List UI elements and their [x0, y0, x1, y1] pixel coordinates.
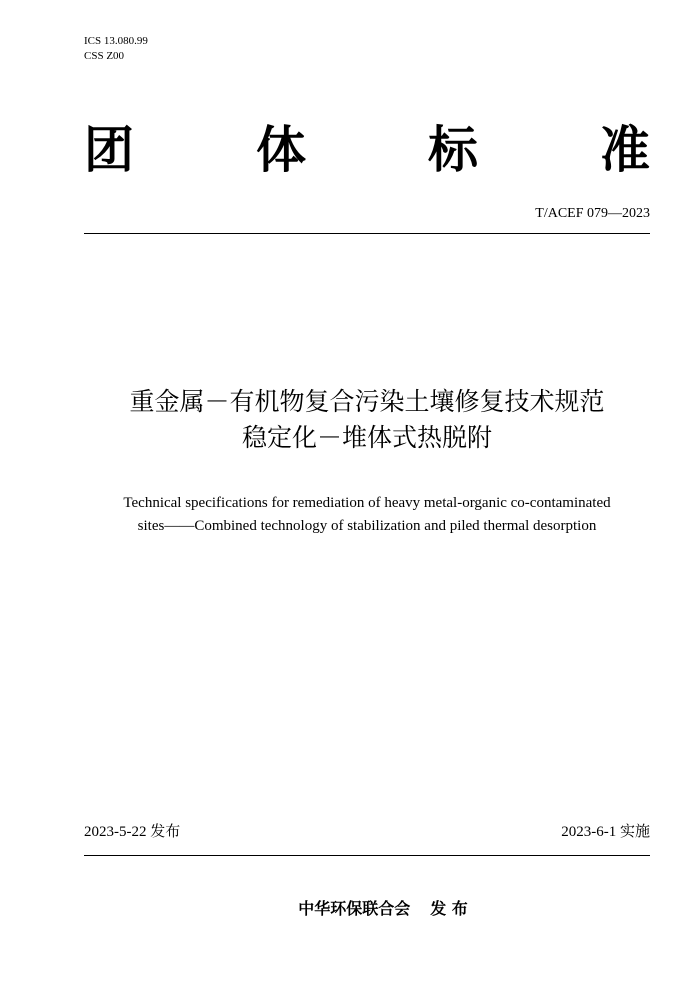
publisher-name: 中华环保联合会 — [298, 899, 411, 918]
top-divider — [84, 233, 650, 234]
chinese-title-line-1: 重金属－有机物复合污染土壤修复技术规范 — [129, 387, 605, 416]
document-type-char-3: 标 — [428, 121, 478, 179]
english-title-line-1: Technical specifications for remediation of heavy metal-organic co-contaminated — [123, 495, 611, 511]
document-type-heading — [84, 118, 650, 182]
document-type-char-1: 团 — [84, 121, 134, 179]
css-code: CSS Z00 — [84, 50, 125, 62]
bottom-divider — [84, 855, 650, 856]
ics-code: ICS 13.080.99 — [84, 35, 148, 47]
issue-date: 2023-5-22 发布 — [84, 824, 181, 840]
publisher-line — [0, 898, 700, 920]
implementation-date: 2023-6-1 实施 — [561, 824, 650, 840]
chinese-title-line-2: 稳定化－堆体式热脱附 — [241, 423, 492, 452]
document-type-char-4: 准 — [600, 121, 650, 179]
english-title — [60, 492, 674, 538]
classification-codes — [84, 34, 148, 64]
english-title-line-2: sites——Combined technology of stabilization and piled thermal desorption — [137, 518, 597, 534]
publisher-action: 发 布 — [430, 899, 468, 918]
document-type-char-2: 体 — [256, 121, 306, 179]
standard-number: T/ACEF 079—2023 — [535, 206, 650, 221]
chinese-title — [60, 384, 674, 456]
